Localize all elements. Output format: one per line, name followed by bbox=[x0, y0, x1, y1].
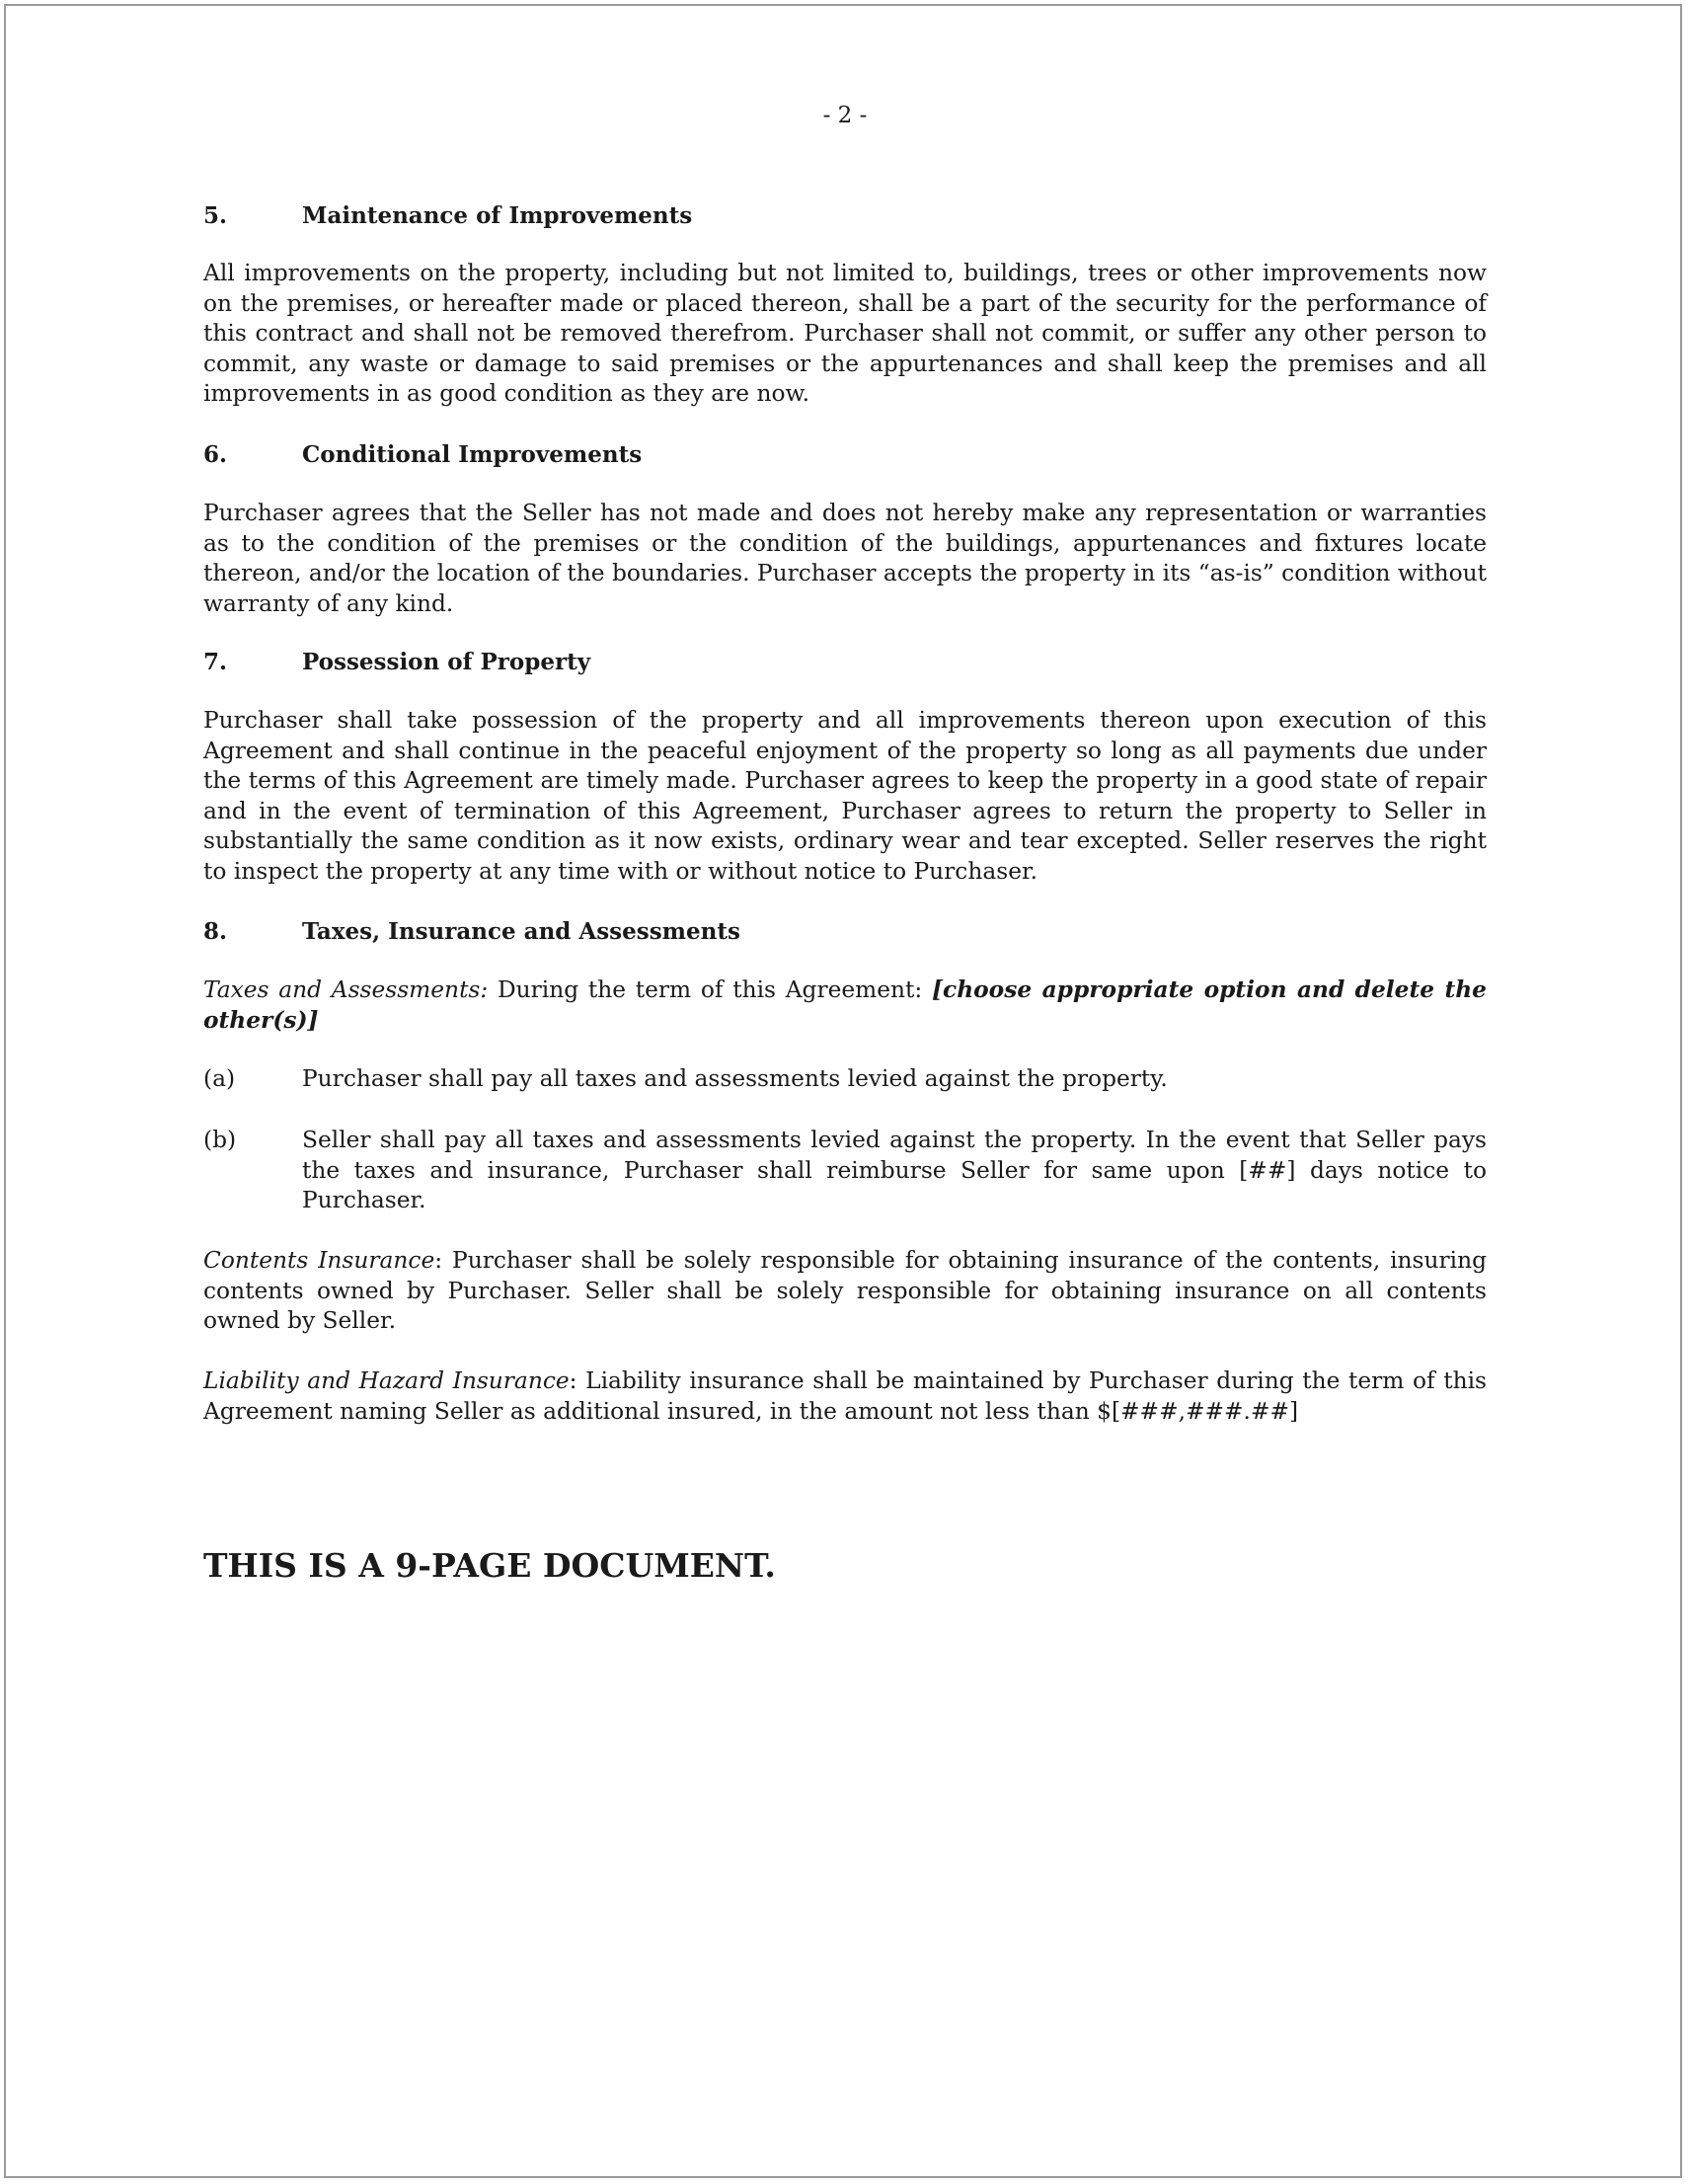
section-title: Taxes, Insurance and Assessments bbox=[302, 918, 740, 945]
section-number: 6. bbox=[203, 441, 228, 468]
option-text: Seller shall pay all taxes and assessments levied against the property. In the event that Seller pays the taxes and insurance, Purchaser shall reimburse Seller for same upon [##] days notice to Purchaser. bbox=[302, 1127, 1487, 1213]
page-number: - 2 - bbox=[822, 103, 868, 128]
section-7-body: Purchaser shall take possession of the property and all improvements thereon upon execution of this Agreement and shall continue in the peaceful enjoyment of the property so long as all payments due under the terms of this Agreement are timely made. Purchaser agrees to keep the property in a good state of repair and in the event of termination of this Agreement, Purchaser agrees to return the property to Seller in substantially the same condition as it now exists, ordinary wear and tear excepted. Seller reserves the right to inspect the property at any time with or without notice to Purchaser. bbox=[203, 707, 1487, 885]
section-6-body: Purchaser agrees that the Seller has not made and does not hereby make any representation or warranties as to the condition of the premises or the condition of the buildings, appurtenances and fixtures locate thereon, and/or the location of the boundaries. Purchaser accepts the property in its “as-is” condition without warranty of any kind. bbox=[203, 500, 1487, 617]
option-b bbox=[203, 1126, 1487, 1216]
section-title: Maintenance of Improvements bbox=[302, 202, 693, 229]
taxes-instruction: [choose appropriate option and delete the other(s)] bbox=[203, 976, 1488, 1034]
section-number: 8. bbox=[203, 918, 228, 945]
taxes-assessments-paragraph bbox=[203, 975, 1487, 1036]
taxes-label: Taxes and Assessments: bbox=[203, 976, 489, 1003]
section-7-heading bbox=[203, 648, 590, 677]
section-title: Possession of Property bbox=[302, 649, 591, 675]
section-5-body: All improvements on the property, including but not limited to, buildings, trees or other improvements now on the premises, or hereafter made or placed thereon, shall be a part of the security for the performance of this contract and shall not be removed therefrom. Purchaser shall not commit, or suffer any other person to commit, any waste or damage to said premises or the appurtenances and shall keep the premises and all improvements in as good condition as they are now. bbox=[203, 260, 1487, 407]
contents-text: : Purchaser shall be solely responsible for obtaining insurance of the contents, insuring contents owned by Purchaser. Seller shall be solely responsible for obtaining insurance on all contents owned by Seller. bbox=[203, 1247, 1487, 1334]
liability-insurance-paragraph bbox=[203, 1366, 1487, 1427]
section-number: 5. bbox=[203, 202, 228, 229]
liability-label: Liability and Hazard Insurance bbox=[203, 1367, 570, 1394]
option-text: Purchaser shall pay all taxes and assessments levied against the property. bbox=[302, 1065, 1168, 1092]
contents-insurance-paragraph bbox=[203, 1246, 1487, 1337]
page-count-notice: THIS IS A 9-PAGE DOCUMENT. bbox=[203, 1546, 776, 1585]
section-8-heading bbox=[203, 917, 740, 947]
option-label: (b) bbox=[203, 1127, 237, 1153]
section-title: Conditional Improvements bbox=[302, 441, 643, 468]
section-number: 7. bbox=[203, 649, 228, 675]
contents-label: Contents Insurance bbox=[203, 1247, 435, 1274]
liability-text: : Liability insurance shall be maintained by Purchaser during the term of this Agreement naming Seller as additional insured, in the amount not less than $[###,###.##] bbox=[203, 1367, 1487, 1425]
option-a bbox=[203, 1064, 1487, 1095]
section-5-heading bbox=[203, 201, 692, 231]
option-label: (a) bbox=[203, 1065, 236, 1092]
taxes-text: During the term of this Agreement: bbox=[497, 976, 923, 1003]
section-6-heading bbox=[203, 440, 642, 470]
